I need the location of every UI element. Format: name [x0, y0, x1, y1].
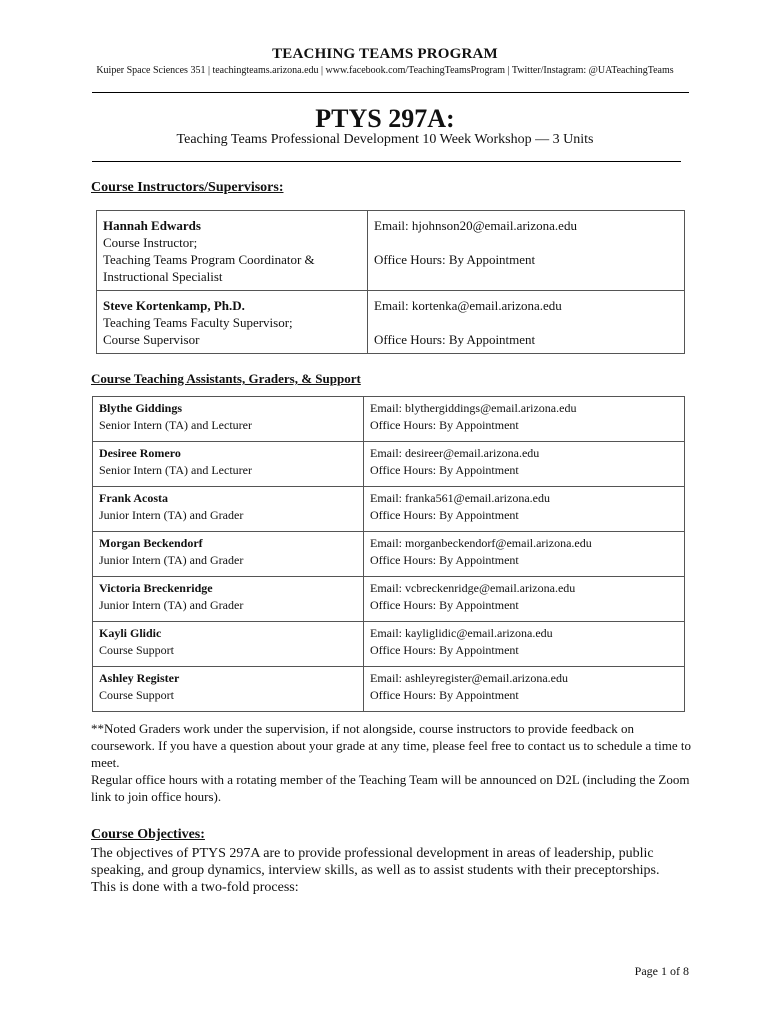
assistant-info: [93, 487, 364, 532]
instructor-contact: [368, 211, 685, 291]
course-divider: [92, 161, 681, 162]
assistant-name: Kayli Glidic: [99, 626, 162, 640]
instructor-info: [97, 211, 368, 291]
assistant-email: Email: ashleyregister@email.arizona.edu: [370, 671, 568, 685]
assistant-name: Blythe Giddings: [99, 401, 183, 415]
table-row: [93, 577, 685, 622]
assistant-office-hours: Office Hours: By Appointment: [370, 418, 519, 432]
instructor-role: Teaching Teams Faculty Supervisor;: [103, 315, 293, 330]
instructors-table: [96, 210, 685, 354]
table-row: [93, 667, 685, 712]
assistant-contact: [364, 622, 685, 667]
objectives-body: [91, 845, 691, 896]
assistant-info: [93, 442, 364, 487]
instructor-row: [97, 291, 685, 354]
instructor-name: Steve Kortenkamp, Ph.D.: [103, 298, 245, 313]
assistants-heading: Course Teaching Assistants, Graders, & Support: [91, 371, 361, 386]
table-row: [93, 442, 685, 487]
assistant-contact: [364, 487, 685, 532]
objectives-paragraph: The objectives of PTYS 297A are to provide professional development in areas of leadership, public speaking, and group dynamics, interview skills, as well as to assist students with their preceptorships.: [91, 846, 660, 878]
assistant-email: Email: morganbeckendorf@email.arizona.edu: [370, 536, 592, 550]
instructor-email: Email: hjohnson20@email.arizona.edu: [374, 218, 577, 233]
assistant-contact: [364, 577, 685, 622]
instructor-role: Teaching Teams Program Coordinator &: [103, 252, 315, 267]
assistant-contact: [364, 667, 685, 712]
assistant-info: [93, 397, 364, 442]
instructor-row: [97, 211, 685, 291]
assistant-info: [93, 577, 364, 622]
header-divider: [92, 92, 689, 93]
assistant-office-hours: Office Hours: By Appointment: [370, 598, 519, 612]
assistant-email: Email: vcbreckenridge@email.arizona.edu: [370, 581, 576, 595]
graders-note: **Noted Graders work under the supervision, if not alongside, course instructors to provide feedback on coursework. If you have a question about your grade at any time, please feel free to contact us to schedule a time to meet.: [91, 721, 691, 770]
assistant-office-hours: Office Hours: By Appointment: [370, 553, 519, 567]
program-title: TEACHING TEAMS PROGRAM: [272, 46, 498, 62]
notes-block: [91, 720, 691, 805]
instructor-role: Course Supervisor: [103, 332, 200, 347]
assistant-contact: [364, 442, 685, 487]
instructor-role: Instructional Specialist: [103, 269, 223, 284]
instructors-heading: Course Instructors/Supervisors:: [91, 180, 284, 195]
page-number: Page 1 of 8: [634, 964, 689, 978]
assistant-office-hours: Office Hours: By Appointment: [370, 508, 519, 522]
assistant-office-hours: Office Hours: By Appointment: [370, 643, 519, 657]
assistant-info: [93, 667, 364, 712]
assistant-info: [93, 532, 364, 577]
table-row: [93, 487, 685, 532]
objectives-heading: Course Objectives:: [91, 827, 205, 842]
objectives-process-line: This is done with a two-fold process:: [91, 880, 299, 895]
instructor-name: Hannah Edwards: [103, 218, 201, 233]
assistant-office-hours: Office Hours: By Appointment: [370, 463, 519, 477]
instructor-role: Course Instructor;: [103, 235, 198, 250]
instructor-office-hours: Office Hours: By Appointment: [374, 252, 536, 267]
assistant-name: Ashley Register: [99, 671, 180, 685]
assistant-name: Morgan Beckendorf: [99, 536, 203, 550]
assistant-office-hours: Office Hours: By Appointment: [370, 688, 519, 702]
assistant-email: Email: desireer@email.arizona.edu: [370, 446, 540, 460]
office-hours-note: Regular office hours with a rotating member of the Teaching Team will be announced on D2L (including the Zoom link to join office hours).: [91, 772, 690, 804]
assistant-email: Email: franka561@email.arizona.edu: [370, 491, 550, 505]
instructor-info: [97, 291, 368, 354]
assistant-email: Email: blythergiddings@email.arizona.edu: [370, 401, 577, 415]
assistant-role: Course Support: [99, 688, 174, 702]
instructor-office-hours: Office Hours: By Appointment: [374, 332, 536, 347]
assistants-table: [92, 396, 685, 712]
course-code: PTYS 297A:: [315, 104, 455, 133]
instructor-email: Email: kortenka@email.arizona.edu: [374, 298, 562, 313]
contact-line: Kuiper Space Sciences 351 | teachingteams.arizona.edu | www.facebook.com/TeachingTeamsProgram | Twitter/Instagram: @UATeachingTeams: [96, 65, 674, 76]
assistant-role: Senior Intern (TA) and Lecturer: [99, 418, 252, 432]
assistant-info: [93, 622, 364, 667]
assistant-role: Junior Intern (TA) and Grader: [99, 508, 244, 522]
course-subtitle: Teaching Teams Professional Development 10 Week Workshop — 3 Units: [176, 132, 594, 147]
assistant-role: Course Support: [99, 643, 174, 657]
assistant-name: Desiree Romero: [99, 446, 181, 460]
instructor-contact: [368, 291, 685, 354]
assistant-name: Frank Acosta: [99, 491, 168, 505]
assistant-role: Junior Intern (TA) and Grader: [99, 553, 244, 567]
table-row: [93, 622, 685, 667]
assistant-contact: [364, 532, 685, 577]
assistant-email: Email: kayliglidic@email.arizona.edu: [370, 626, 553, 640]
assistant-role: Junior Intern (TA) and Grader: [99, 598, 244, 612]
assistant-contact: [364, 397, 685, 442]
assistant-role: Senior Intern (TA) and Lecturer: [99, 463, 252, 477]
table-row: [93, 532, 685, 577]
assistant-name: Victoria Breckenridge: [99, 581, 213, 595]
table-row: [93, 397, 685, 442]
